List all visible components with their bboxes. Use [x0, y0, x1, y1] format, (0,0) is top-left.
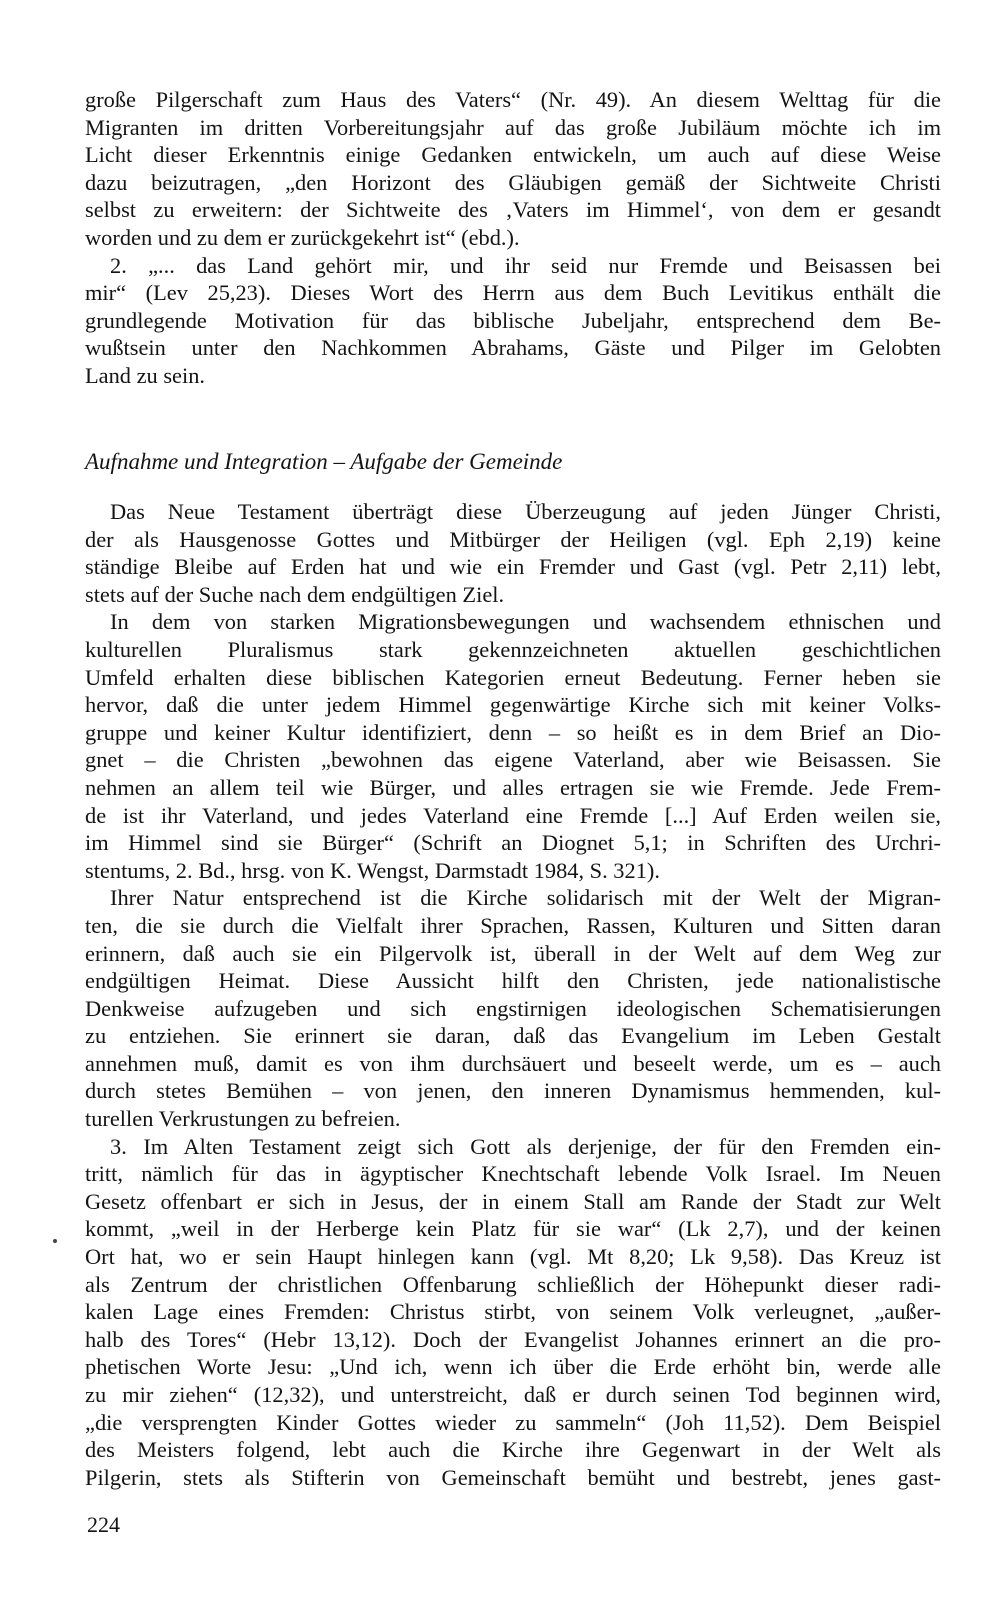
text-line: annehmen muß, damit es von ihm durchsäuert und beseelt werde, um es – auch	[85, 1050, 941, 1076]
text-line: der als Hausgenosse Gottes und Mitbürger der Heiligen (vgl. Eph 2,19) keine	[85, 526, 941, 552]
page-number: 224	[87, 1512, 120, 1537]
paragraph-start-line: In dem von starken Migrationsbewegungen und wachsendem ethnischen und	[110, 609, 941, 635]
text-line: halb des Tores“ (Hebr 13,12). Doch der Evangelist Johannes erinnert an die pro-	[85, 1326, 941, 1352]
paragraph-start-line: Ihrer Natur entsprechend ist die Kirche solidarisch mit der Welt der Migran-	[110, 885, 941, 911]
text-line: grundlegende Motivation für das biblische Jubeljahr, entsprechend dem Be-	[85, 307, 941, 333]
text-line: hervor, daß die unter jedem Himmel gegenwärtige Kirche sich mit keiner Volks-	[85, 692, 941, 718]
text-line: de ist ihr Vaterland, und jedes Vaterland eine Fremde [...] Auf Erden weilen sie,	[85, 802, 941, 828]
text-line: wußtsein unter den Nachkommen Abrahams, Gäste und Pilger im Gelobten	[85, 335, 941, 361]
paragraph-start-line: 2. „... das Land gehört mir, und ihr seid nur Fremde und Beisassen bei	[110, 252, 941, 278]
text-line: worden und zu dem er zurückgekehrt ist“ (ebd.).	[85, 224, 520, 250]
text-line: selbst zu erweitern: der Sichtweite des ‚Vaters im Himmel‘, von dem er gesandt	[85, 197, 941, 223]
body-text-main	[85, 498, 941, 1491]
text-line: Denkweise aufzugeben und sich engstirnigen ideologischen Schematisierungen	[85, 995, 941, 1021]
text-line: gruppe und keiner Kultur identifiziert, denn – so heißt es in dem Brief an Dio-	[85, 719, 941, 745]
text-line: große Pilgerschaft zum Haus des Vaters“ (Nr. 49). An diesem Welttag für die	[85, 87, 941, 112]
text-line: nehmen an allem teil wie Bürger, und alles ertragen sie wie Fremde. Jede Frem-	[85, 774, 941, 800]
text-line: mir“ (Lev 25,23). Dieses Wort des Herrn aus dem Buch Levitikus enthält die	[85, 280, 941, 306]
text-line: als Zentrum der christlichen Offenbarung schließlich der Höhepunkt dieser radi-	[85, 1271, 941, 1297]
text-line: Pilgerin, stets als Stifterin von Gemeinschaft bemüht und bestrebt, jenes gast-	[85, 1464, 941, 1490]
text-line: erinnern, daß auch sie ein Pilgervolk ist, überall in der Welt auf dem Weg zur	[85, 940, 941, 966]
text-line: Migranten im dritten Vorbereitungsjahr auf das große Jubiläum möchte ich im	[85, 114, 941, 140]
text-line: „die versprengten Kinder Gottes wieder zu sammeln“ (Joh 11,52). Dem Beispiel	[85, 1409, 941, 1435]
text-line: Ort hat, wo er sein Haupt hinlegen kann (vgl. Mt 8,20; Lk 9,58). Das Kreuz ist	[85, 1244, 941, 1270]
margin-mark	[53, 1239, 57, 1243]
text-line: ständige Bleibe auf Erden hat und wie ein Fremder und Gast (vgl. Petr 2,11) lebt,	[85, 554, 941, 580]
text-line: endgültigen Heimat. Diese Aussicht hilft den Christen, jede nationalistische	[85, 968, 941, 994]
text-line: im Himmel sind sie Bürger“ (Schrift an Diognet 5,1; in Schriften des Urchri-	[85, 830, 941, 856]
text-line: phetischen Worte Jesu: „Und ich, wenn ich über die Erde erhöht bin, werde alle	[85, 1354, 941, 1380]
text-line: durch stetes Bemühen – von jenen, den inneren Dynamismus hemmenden, kul-	[85, 1078, 941, 1104]
text-line: gnet – die Christen „bewohnen das eigene Vaterland, aber wie Beisassen. Sie	[85, 747, 941, 773]
text-line: Gesetz offenbart er sich in Jesus, der in einem Stall am Rande der Stadt zur Welt	[85, 1188, 941, 1214]
text-line: stets auf der Suche nach dem endgültigen Ziel.	[85, 581, 505, 607]
text-line: zu entziehen. Sie erinnert sie daran, daß das Evangelium im Leben Gestalt	[85, 1023, 941, 1049]
text-line: kulturellen Pluralismus stark gekennzeichneten aktuellen geschichtlichen	[85, 636, 941, 662]
text-line: ten, die sie durch die Vielfalt ihrer Sprachen, Rassen, Kulturen und Sitten daran	[85, 912, 941, 938]
text-line: stentums, 2. Bd., hrsg. von K. Wengst, Darmstadt 1984, S. 321).	[85, 857, 660, 883]
section-heading: Aufnahme und Integration – Aufgabe der Gemeinde	[85, 449, 563, 474]
text-line: Licht dieser Erkenntnis einige Gedanken entwickeln, um auch auf diese Weise	[85, 142, 941, 168]
paragraph-start-line: Das Neue Testament überträgt diese Überzeugung auf jeden Jünger Christi,	[110, 499, 941, 524]
text-line: Umfeld erhalten diese biblischen Kategorien erneut Bedeutung. Ferner heben sie	[85, 664, 941, 690]
text-line: Land zu sein.	[85, 362, 205, 388]
text-line: dazu beizutragen, „den Horizont des Gläubigen gemäß der Sichtweite Christi	[85, 169, 941, 195]
text-line: kommt, „weil in der Herberge kein Platz für sie war“ (Lk 2,7), und der keinen	[85, 1216, 941, 1242]
text-line: tritt, nämlich für das in ägyptischer Knechtschaft lebende Volk Israel. Im Neuen	[85, 1161, 941, 1187]
text-line: turellen Verkrustungen zu befreien.	[85, 1106, 401, 1132]
text-line: zu mir ziehen“ (12,32), und unterstreicht, daß er durch seinen Tod beginnen wird,	[85, 1382, 941, 1407]
text-line: des Meisters folgend, lebt auch die Kirche ihre Gegenwart in der Welt als	[85, 1437, 941, 1463]
text-line: kalen Lage eines Fremden: Christus stirbt, von seinem Volk verleugnet, „außer-	[85, 1299, 941, 1325]
body-text-top	[85, 86, 941, 390]
paragraph-start-line: 3. Im Alten Testament zeigt sich Gott als derjenige, der für den Fremden ein-	[110, 1133, 941, 1159]
